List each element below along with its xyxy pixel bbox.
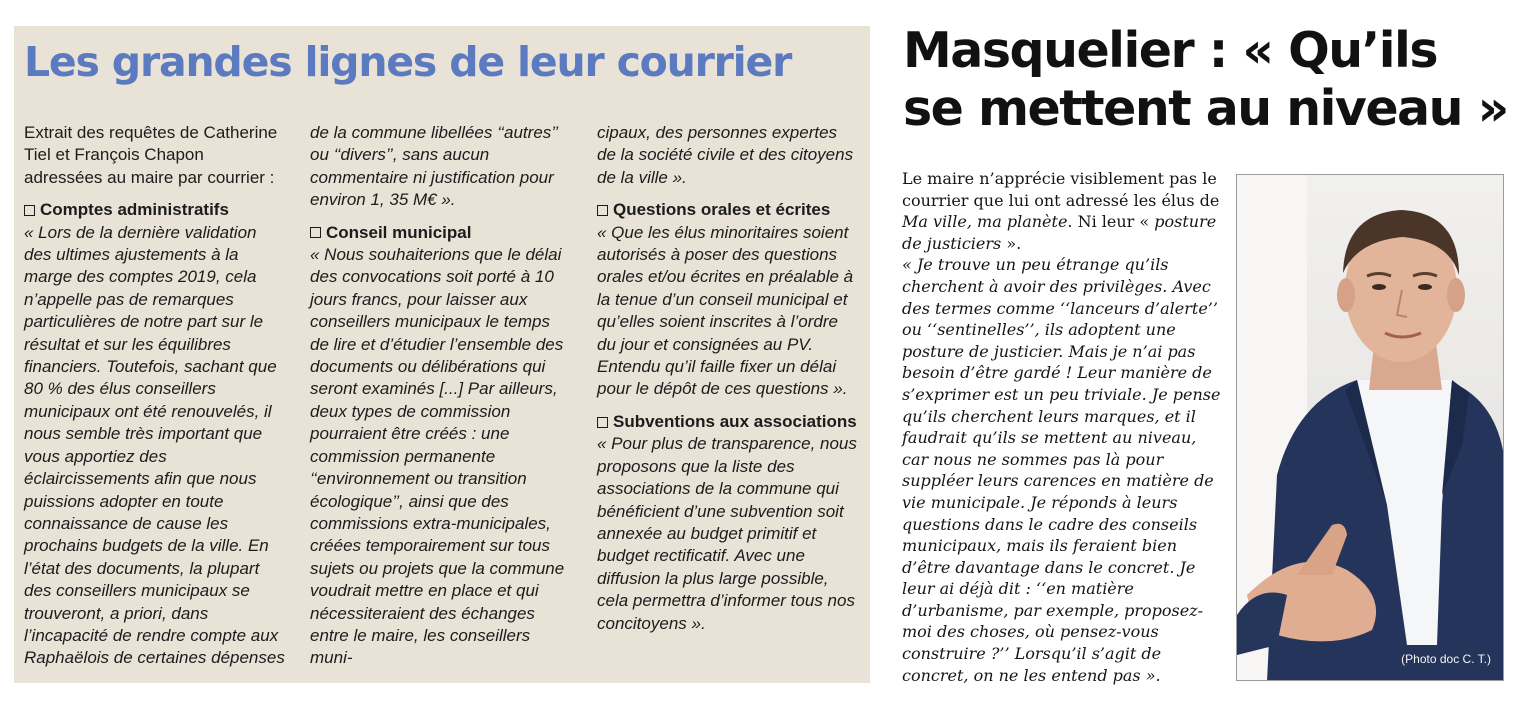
continuation-text: de la commune libellées ‘‘autres’’ ou ‘‘divers’’, sans aucun commentaire ni justification pour environ 1, 35 M€ ». [310,123,558,210]
checkbox-square-icon [597,417,608,428]
portrait-photo [1236,174,1504,681]
checkbox-square-icon [24,205,35,216]
photo-credit: (Photo doc C. T.) [1401,652,1491,666]
section-questions [597,199,859,401]
portrait-illustration [1237,175,1504,681]
section-subventions [597,411,859,635]
section-conseil [310,222,572,670]
section-text: « Pour plus de transparence, nous proposons que la liste des associations de la commune qui bénéficient d’une subvention soit annexée au budget primitif et budget rectificatif. Avec une diffusion la plus large possible, cela permettra d’informer tous nos concitoyens ». [597,434,857,633]
section-text: « Lors de la dernière validation des ultimes ajustements à la marge des comptes 2019, cela n’appelle pas de remarques particulières de notre part sur le résultat et sur les équilibres financiers. Toutefois, sachant que 80 % des élus conseillers municipaux ont été renouvelés, il nous semble très important que vous apportiez des éclaircissements afin que nous puissions adopter en toute connaissance de cause les prochains budgets de la ville. En l’état des documents, la plupart des conseillers municipaux se trouveront, a priori, dans l’incapacité de rendre compte aux Raphaëlois de certaines dépenses [24,222,285,668]
section-comptes [24,199,286,670]
checkbox-square-icon [597,205,608,216]
article-headline [903,22,1513,138]
headline-line-2: se mettent au niveau » [903,80,1508,137]
box-title: Les grandes lignes de leur courrier [24,38,792,86]
section-heading: Comptes administratifs [40,200,229,220]
box-intro: Extrait des requêtes de Catherine Tiel et François Chapon adressées au maire par courrier : [24,123,278,187]
box-column-3 [597,122,859,635]
sidebar-box [14,26,870,683]
continuation-text: cipaux, des personnes expertes de la société civile et des citoyens de la ville ». [597,123,854,187]
article-body [902,168,1224,686]
section-heading: Questions orales et écrites [613,200,831,220]
section-heading: Subventions aux associations [613,411,857,431]
headline-line-1: Masquelier : « Qu’ils [903,22,1438,79]
section-heading: Conseil municipal [326,222,472,242]
article-quote: « Je trouve un peu étrange qu’ils cherchent à avoir des privilèges. Avec des termes comme ‘‘lanceurs d’alerte’’ ou ‘‘sentinelles’’, ils adoptent une posture de justicier. Mais je n’ai pas besoin d’être gardé ! Leur manière de s’exprimer est un peu triviale. Je pense qu’ils cherchent leurs marques, et il faudrait qu’ils se mettent au niveau, car nous ne sommes pas là pour suppléer leurs carences en matière de vie municipale. Je réponds à leurs questions dans le cadre des conseils municipaux, mais ils feraient bien d’être davantage dans le concret. Je leur ai déjà dit : ‘‘en matière d’urbanisme, par exemple, proposez-moi des choses, où pensez-vous construire ?’’ Lorsqu’il s’agit de concret, on ne les entend pas ». [902,255,1221,685]
box-column-1 [24,122,286,670]
article-lead: Le maire n’apprécie visiblement pas le courrier que lui ont adressé les élus de Ma ville, ma planète. Ni leur « posture de justiciers ». [902,169,1220,253]
section-text: « Nous souhaiterions que le délai des convocations soit porté à 10 jours francs, pour laisser aux conseillers municipaux le temps de lire et d’étudier l’ensemble des documents ou délibérations qui seront examinés [...] Par ailleurs, deux types de commission pourraient être créés : une commission permanente ‘‘environnement ou transition écologique’’, ainsi que des commissions extra-municipales, créées temporairement sur tous sujets ou projets que la commune voudrait mettre en place et qui nécessiteraient des échanges entre le maire, les conseillers muni- [310,245,565,668]
section-text: « Que les élus minoritaires soient autorisés à poser des questions orales et/ou écrites en préalable à la tenue d’un conseil municipal et qu’elles soient inscrites à l’ordre du jour et consignées au PV. Entendu qu’il faille fixer un délai pour le dépôt de ces questions ». [597,222,854,399]
checkbox-square-icon [310,227,321,238]
box-column-2 [310,122,572,670]
